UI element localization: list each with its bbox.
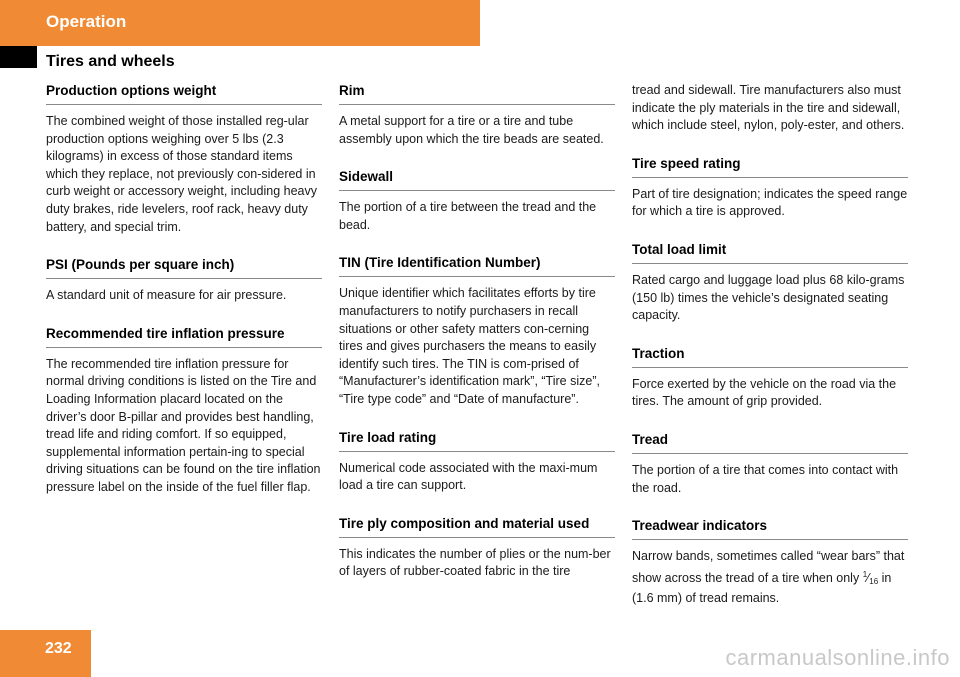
term-definition: The combined weight of those installed reg-ular production options weighing over 5 lbs (2.3 kilograms) in excess of those standard items which they replace, not previously con-sidered in curb weight or accessory weight, including heavy duty brakes, ride levelers, roof rack, heavy duty battery, and special trim. (46, 114, 317, 234)
term-heading: TIN (Tire Identification Number) (339, 254, 615, 277)
page-number: 232 (45, 640, 72, 657)
fraction-numerator: 1 (862, 569, 868, 579)
term-definition: The recommended tire inflation pressure for normal driving conditions is listed on the Tire and Loading Information placard located on the driver’s door B-pillar and provides best handling, tread life and riding comfort. If so equipped, supplemental information pertain-ing to special driving situations can be found on the tire inflation pressure label on the inside of the fuel filler flap. (46, 356, 321, 494)
term-heading: Rim (339, 82, 615, 105)
section-label: Operation (46, 12, 127, 31)
term-heading: Total load limit (632, 241, 908, 264)
term-definition: Unique identifier which facilitates efforts by tire manufacturers to notify purchasers in recall situations or other safety matters con-cerning tires and gives purchasers the means to easily identify such tires. The TIN is com-prised of “Manufacturer’s identification mark”, “Tire size”, “Tire type code” and “Date of manufacture”. (339, 286, 600, 406)
fraction: $^1⁄_{16}$ (862, 569, 879, 586)
term-definition: This indicates the number of plies or the num-ber of layers of rubber-coated fabric in the tire (339, 546, 611, 579)
term-definition: Part of tire designation; indicates the speed range for which a tire is approved. (632, 186, 908, 219)
term-definition: Force exerted by the vehicle on the road via the tires. The amount of grip provided. (632, 376, 897, 409)
term-heading: Sidewall (339, 168, 615, 191)
column-3 (632, 82, 908, 608)
term-definition: A standard unit of measure for air pressure. (46, 288, 287, 303)
term-heading: Tire speed rating (632, 155, 908, 178)
term-heading: PSI (Pounds per square inch) (46, 256, 322, 279)
treadwear-text: Narrow bands, sometimes called “wear bars” that show across the tread of a tire when only (632, 549, 905, 585)
term-heading: Traction (632, 345, 908, 368)
section-tab (0, 46, 37, 68)
page-title: Tires and wheels (46, 53, 175, 70)
continued-definition: tread and sidewall. Tire manufacturers also must indicate the ply materials in the tire and sidewall, which include steel, nylon, poly-ester, and others. (632, 83, 905, 133)
term-definition (632, 548, 908, 608)
term-heading: Tread (632, 431, 908, 454)
column-1 (46, 82, 322, 497)
term-definition: Rated cargo and luggage load plus 68 kilo-grams (150 lb) times the vehicle’s designated seating capacity. (632, 272, 905, 323)
term-heading: Production options weight (46, 82, 322, 105)
term-definition: A metal support for a tire or a tire and tube assembly upon which the tire beads are seated. (339, 114, 604, 146)
term-definition: Numerical code associated with the maxi-mum load a tire can support. (339, 460, 598, 493)
term-heading: Tire load rating (339, 429, 615, 452)
watermark: carmanualsonline.info (725, 645, 950, 670)
term-heading: Treadwear indicators (632, 517, 908, 540)
fraction-denominator: 16 (869, 576, 879, 586)
term-heading: Recommended tire inflation pressure (46, 325, 322, 348)
treadwear-text-end: in (1.6 mm) of tread remains. (632, 570, 892, 606)
term-heading: Tire ply composition and material used (339, 515, 615, 538)
term-definition: The portion of a tire that comes into contact with the road. (632, 462, 899, 495)
term-definition: The portion of a tire between the tread and the bead. (339, 200, 597, 232)
column-2 (339, 82, 615, 581)
